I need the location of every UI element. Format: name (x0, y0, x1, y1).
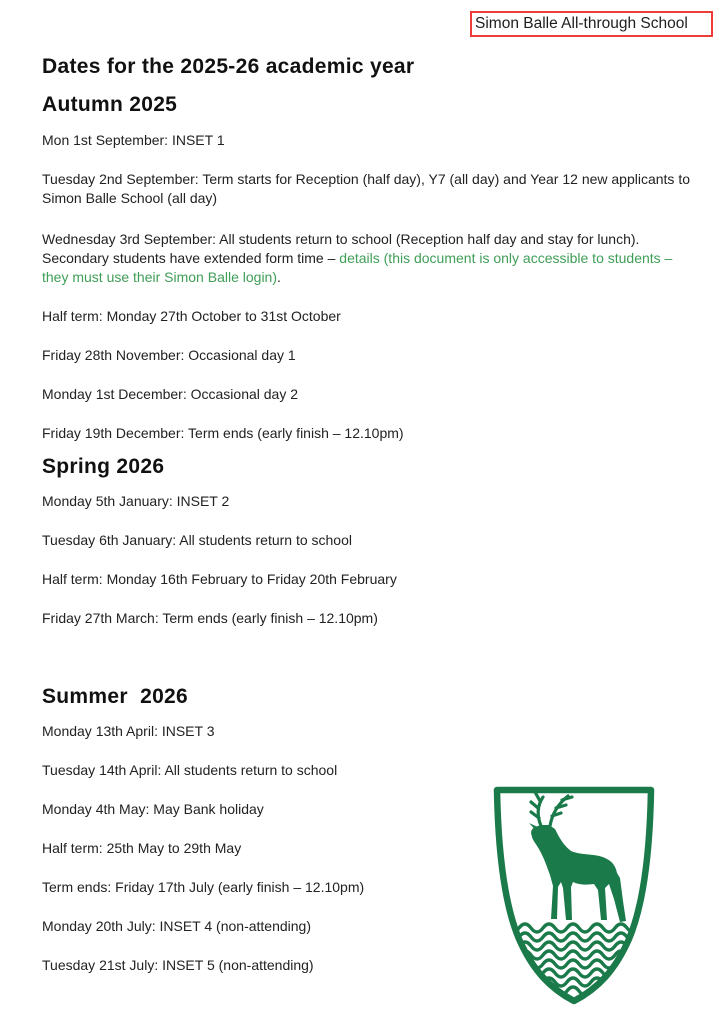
term-date-entry: Mon 1st September: INSET 1 (42, 132, 225, 148)
term-date-entry: Friday 28th November: Occasional day 1 (42, 347, 296, 363)
section-heading-autumn: Autumn 2025 (42, 93, 178, 116)
page-title: Dates for the 2025-26 academic year (42, 55, 415, 78)
term-date-entry: Friday 19th December: Term ends (early finish – 12.10pm) (42, 425, 404, 441)
term-date-entry (42, 230, 694, 287)
term-date-entry: Tuesday 21st July: INSET 5 (non-attending) (42, 957, 314, 973)
term-date-entry: Monday 4th May: May Bank holiday (42, 801, 264, 817)
term-date-entry: Tuesday 14th April: All students return to school (42, 762, 338, 778)
term-date-entry: Term ends: Friday 17th July (early finish – 12.10pm) (42, 879, 365, 895)
term-date-entry: Half term: Monday 16th February to Friday 20th February (42, 571, 397, 587)
term-date-entry: Tuesday 6th January: All students return to school (42, 532, 352, 548)
school-name-badge: Simon Balle All-through School (470, 11, 713, 37)
term-date-entry: Tuesday 2nd September: Term starts for Reception (half day), Y7 (all day) and Year 12 new applicants to Simon Balle School (all day) (42, 171, 690, 206)
section-heading-spring: Spring 2026 (42, 455, 165, 478)
section-spring (42, 455, 694, 628)
entry-text: Wednesday 3rd September: All students return to school (Reception half day and stay for lunch). Secondary students have extended form time – (42, 231, 640, 266)
stag-icon (529, 792, 626, 922)
section-autumn (42, 93, 694, 443)
term-date-entry: Monday 1st December: Occasional day 2 (42, 386, 299, 402)
details-link[interactable]: details (this document is only accessible to students – they must use their Simon Balle login) (42, 250, 673, 285)
entry-text: . (277, 269, 281, 285)
term-date-entry: Monday 20th July: INSET 4 (non-attending) (42, 918, 312, 934)
section-heading-summer: Summer 2026 (42, 685, 189, 708)
term-date-entry: Monday 5th January: INSET 2 (42, 493, 230, 509)
term-date-entry: Half term: 25th May to 29th May (42, 840, 242, 856)
school-crest-logo (487, 781, 661, 1011)
term-date-entry: Friday 27th March: Term ends (early finish – 12.10pm) (42, 610, 378, 626)
term-date-entry: Monday 13th April: INSET 3 (42, 723, 215, 739)
term-date-entry: Half term: Monday 27th October to 31st October (42, 308, 341, 324)
